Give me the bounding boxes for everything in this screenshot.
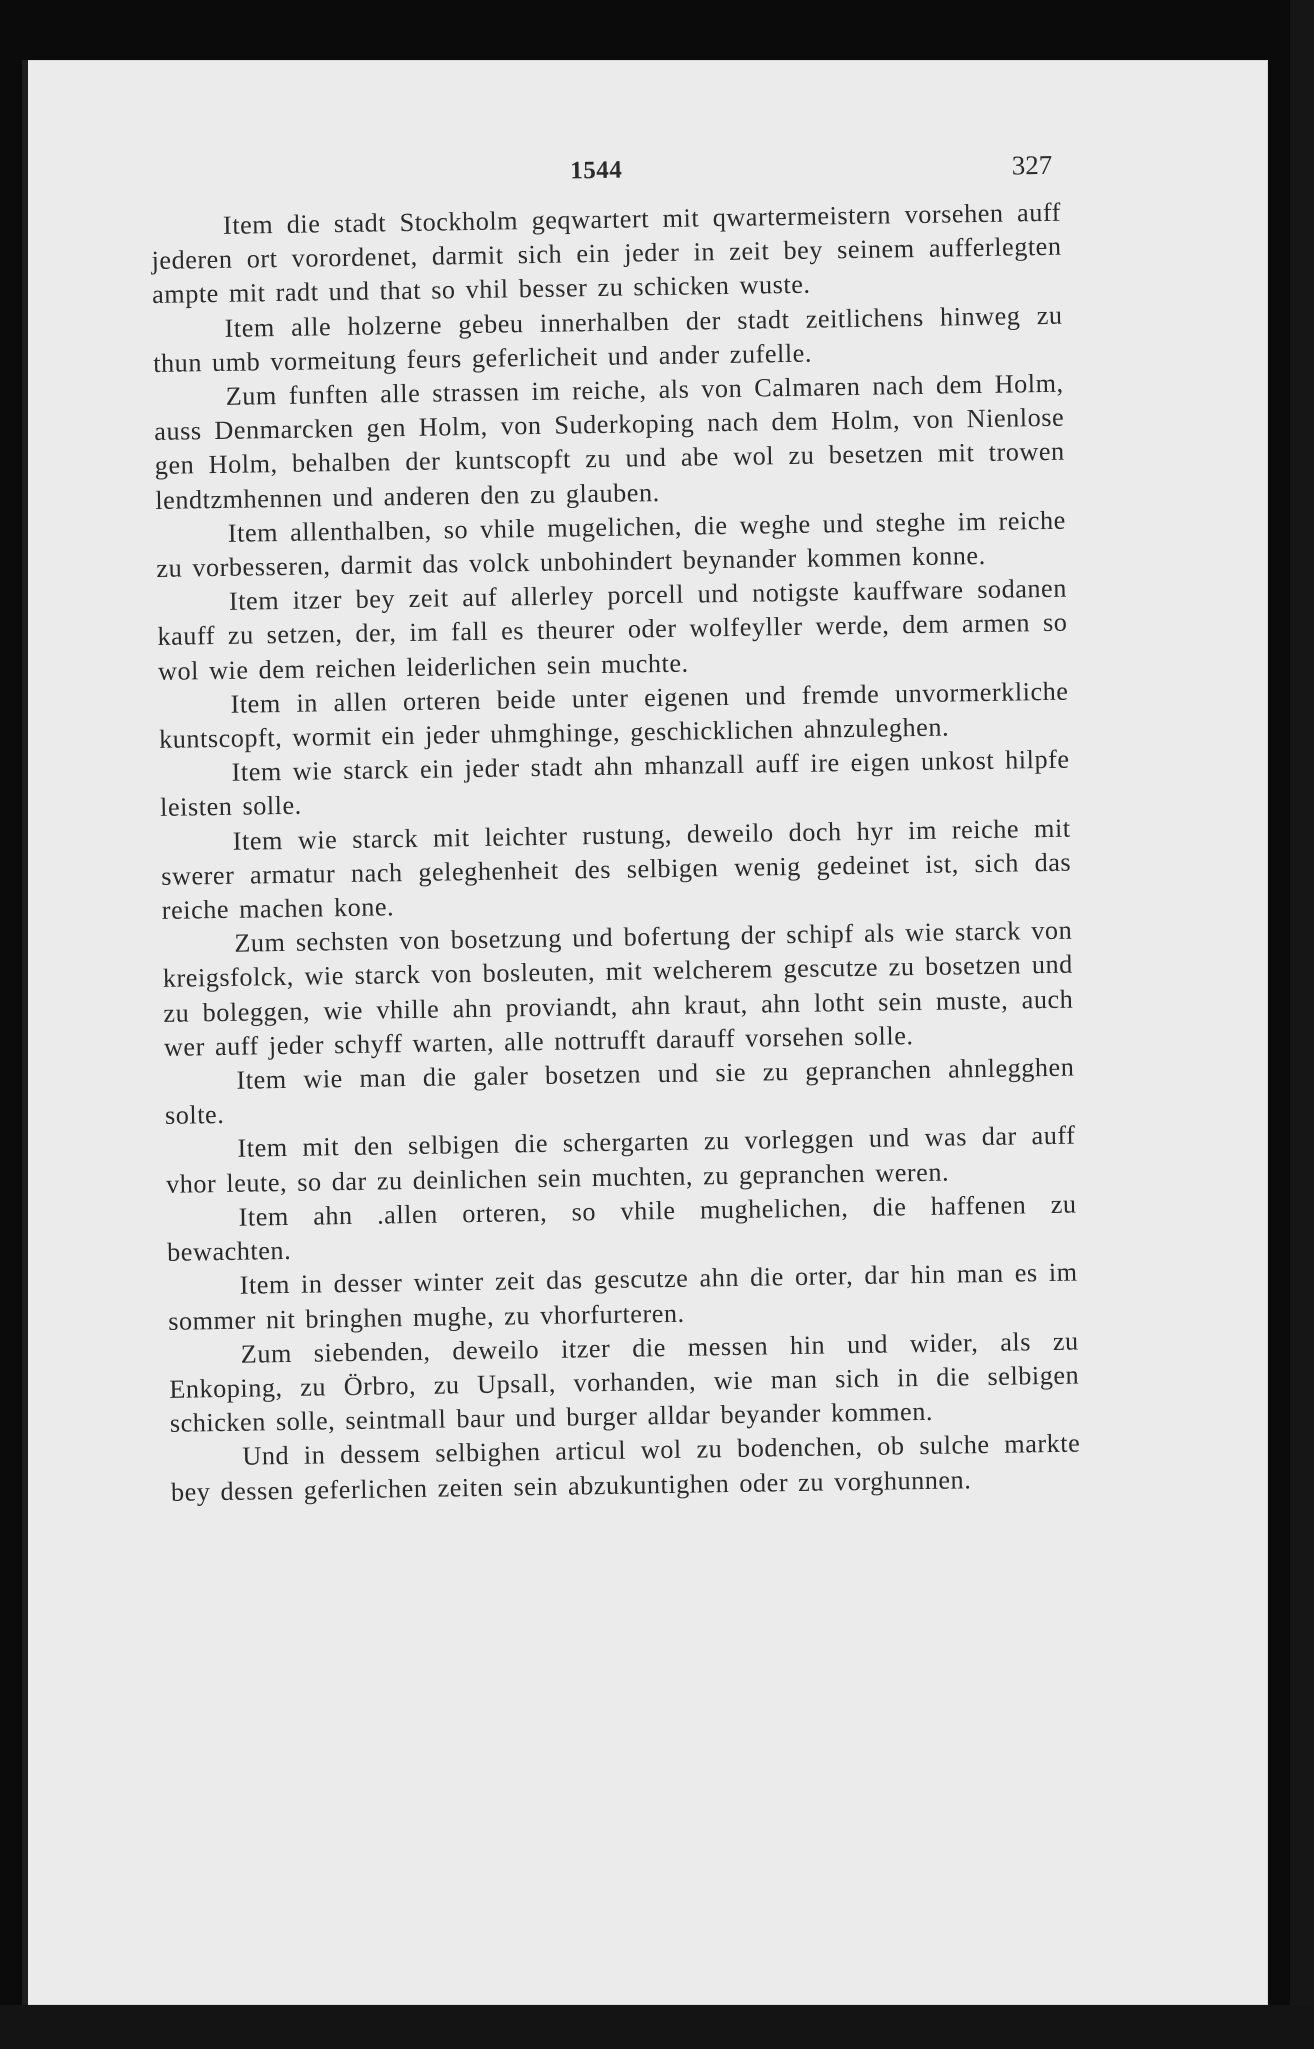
header-year: 1544	[570, 156, 623, 185]
page-content	[150, 146, 1081, 1510]
scan-border-right	[1290, 0, 1314, 2049]
scan-border-bottom	[0, 2005, 1314, 2049]
paragraph-12: Item ahn .allen orteren, so vhile mughelichen, die haffenen zu bewachten.	[166, 1189, 1077, 1267]
paragraph-15: Und in dessem selbighen articul wol zu bodenchen, ob sulche markte bey dessen geferlichen zeiten sein abzukuntighen oder zu vorghunnen.	[170, 1428, 1081, 1507]
paragraph-9: Zum sechsten von bosetzung und bofertung der schipf als wie starck von kreigsfolck, wie starck von bosleuten, mit welcherem gescutze zu bosetzen und zu boleggen, wie vhille ahn proviandt, ahn kraut, ahn lotht sein muste, auch wer auff jeder schyff warten, alle nottrufft darauff vorsehen solle.	[162, 915, 1074, 1062]
paragraph-3: Zum funften alle strassen im reiche, als von Calmaren nach dem Holm, auss Denmarcken gen Holm, von Suderkoping nach dem Holm, von Nienlose gen Holm, behalben der kuntscopft zu und abe wol zu besetzen mit trowen lendtzmhennen und anderen den zu glauben.	[154, 368, 1065, 515]
paragraph-8: Item wie starck mit leichter rustung, deweilo doch hyr im reiche mit swerer armatur nach geleghenheit des selbigen wenig gedeinet ist, sich das reiche machen kone.	[161, 813, 1072, 925]
paragraph-2: Item alle holzerne gebeu innerhalben der stadt zeitlichens hinweg zu thun umb vormeitung feurs geferlicheit und ander zufelle.	[152, 300, 1063, 378]
paragraph-5: Item itzer bey zeit auf allerley porcell und notigste kauffware sodanen kauff zu setzen, der, im fall es theurer oder wolfeyller werde, dem armen so wol wie dem reichen leiderlichen sein muchte.	[157, 573, 1068, 686]
paragraph-13: Item in desser winter zeit das gescutze ahn die orter, dar hin man es im sommer nit bringhen mughe, zu vhorfurteren.	[168, 1257, 1078, 1336]
page-number: 327	[1011, 149, 1053, 181]
paragraph-4: Item allenthalben, so vhile mugelichen, die weghe und steghe im reiche zu vorbesseren, darmit das volck unbohindert beynander kommen konne.	[156, 505, 1066, 583]
page-left-edge-shadow	[22, 60, 28, 2005]
paragraph-10: Item wie man die galer bosetzen und sie zu gepranchen ahnlegghen solte.	[164, 1052, 1075, 1131]
paragraph-1: Item die stadt Stockholm geqwartert mit qwartermeistern vorsehen auff jederen ort vorordenet, darmit sich ein jeder in zeit bey seinem aufferlegten ampte mit radt und that so vhil besser zu schicken wuste.	[151, 197, 1062, 310]
paragraph-14: Zum siebenden, deweilo itzer die messen hin und wider, als zu Enkoping, zu Örbro, zu Upsall, vorhanden, wie man sich in die selbigen schicken solle, seintmall baur und burger alldar beyander kommen.	[169, 1326, 1080, 1438]
paragraph-6: Item in allen orteren beide unter eigenen und fremde unvormerkliche kuntscopft, wormit ein jeder uhmghinge, geschicklichen ahnzuleghen.	[158, 676, 1069, 754]
paragraph-11: Item mit den selbigen die schergarten zu vorleggen und was dar auff vhor leute, so dar zu deinlichen sein muchten, zu gepranchen weren.	[165, 1121, 1076, 1199]
body-text	[151, 196, 1081, 1510]
paragraph-7: Item wie starck ein jeder stadt ahn mhanzall auff ire eigen unkost hilpfe leisten solle.	[159, 744, 1070, 823]
